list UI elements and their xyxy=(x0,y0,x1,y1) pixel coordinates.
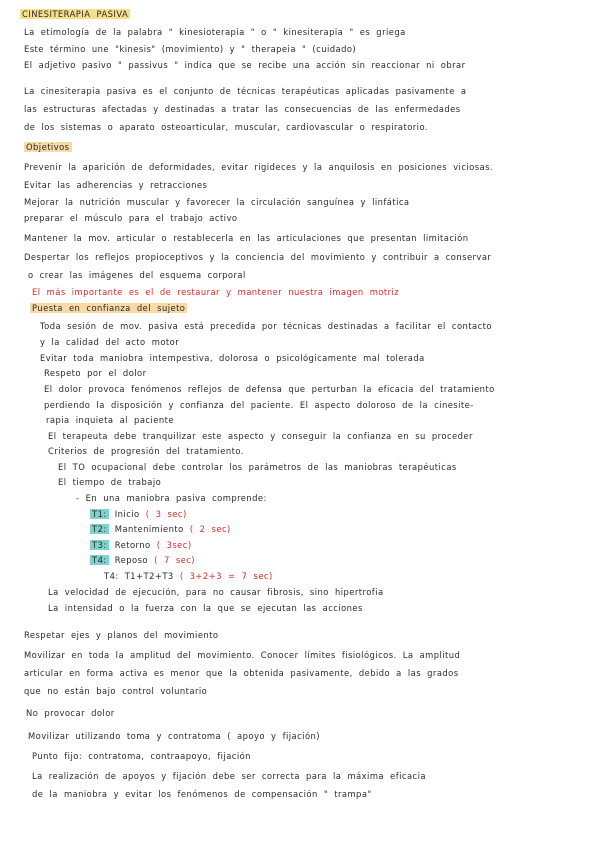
objective-item: o crear las imágenes del esquema corporal xyxy=(28,270,246,280)
phase-tag: T4: xyxy=(92,555,107,565)
objective-item: preparar el músculo para el trabajo activo xyxy=(24,213,238,223)
objective-item: Mejorar la nutrición muscular y favorecer la circulación sanguínea y linfática xyxy=(24,197,410,207)
phase-value: ( 3 sec) xyxy=(145,509,187,519)
phase-value: ( 3sec) xyxy=(156,540,192,550)
velocity-item: La velocidad de ejecución, para no causar fibrosis, sino hipertrofia xyxy=(48,587,384,597)
closing-item: de la maniobra y evitar los fenómenos de compensación " trampa" xyxy=(32,789,372,799)
title-line xyxy=(20,9,130,20)
phase-formula xyxy=(104,571,273,582)
phase-row xyxy=(90,555,195,566)
trust-item: perdiendo la disposición y confianza del paciente. El aspecto doloroso de la cinesite- xyxy=(44,400,474,410)
closing-item: No provocar dolor xyxy=(26,708,115,718)
phase-row xyxy=(90,540,192,551)
intro-line: Este término une "kinesis" (movimiento) y " therapeia " (cuidado) xyxy=(24,44,357,54)
intro-line: de los sistemas o aparato osteoarticular, muscular, cardiovascular o respiratorio. xyxy=(24,122,428,132)
closing-item: La realización de apoyos y fijación debe ser correcta para la máxima eficacia xyxy=(32,771,426,781)
trust-heading-line xyxy=(30,303,187,314)
objective-item: Mantener la mov. articular o restablecerla en las articulaciones que presentan limitación xyxy=(24,233,469,243)
closing-item: Movilizar utilizando toma y contratoma ( apoyo y fijación) xyxy=(28,731,320,741)
phase-label: Reposo xyxy=(114,555,148,565)
trust-item: y la calidad del acto motor xyxy=(40,337,180,347)
phase-row xyxy=(90,509,187,520)
objectives-heading-line xyxy=(24,142,72,153)
trust-item: Toda sesión de mov. pasiva está precedida por técnicas destinadas a facilitar el contacto xyxy=(40,321,492,331)
intro-line: La cinesiterapia pasiva es el conjunto de técnicas terapéuticas aplicadas pasivamente a xyxy=(24,86,467,96)
phase-label: Retorno xyxy=(114,540,151,550)
important-note: El más importante es el de restaurar y mantener nuestra imagen motriz xyxy=(32,287,400,297)
velocity-item: La intensidad o la fuerza con la que se ejecutan las acciones xyxy=(48,603,363,613)
closing-item: Respetar ejes y planos del movimiento xyxy=(24,630,219,640)
formula-value: ( 3+2+3 = 7 sec) xyxy=(179,571,273,581)
trust-item: Respeto por el dolor xyxy=(44,368,147,378)
phase-tag: T3: xyxy=(92,540,107,550)
trust-item: Criterios de progresión del tratamiento. xyxy=(48,446,244,456)
phase-tag: T2: xyxy=(92,524,107,534)
objective-item: Despertar los reflejos propioceptivos y la conciencia del movimiento y contribuir a conservar xyxy=(24,252,492,262)
closing-item: Punto fijo: contratoma, contraapoyo, fijación xyxy=(32,751,251,761)
trust-heading: Puesta en confianza del sujeto xyxy=(32,303,186,313)
phase-value: ( 7 sec) xyxy=(154,555,196,565)
formula-prefix: T4: T1+T2+T3 xyxy=(104,571,174,581)
objectives-heading: Objetivos xyxy=(26,142,70,152)
phase-label: Mantenimiento xyxy=(114,524,184,534)
intro-line: La etimología de la palabra " kinesioterapia " o " kinesiterapia " es griega xyxy=(24,27,406,37)
trust-item: El tiempo de trabajo xyxy=(58,477,162,487)
trust-item: El terapeuta debe tranquilizar este aspecto y conseguir la confianza en su proceder xyxy=(48,431,473,441)
phase-value: ( 2 sec) xyxy=(189,524,231,534)
trust-item: El TO ocupacional debe controlar los parámetros de las maniobras terapéuticas xyxy=(58,462,457,472)
closing-item: que no están bajo control voluntario xyxy=(24,686,208,696)
intro-line: las estructuras afectadas y destinadas a tratar las consecuencias de las enfermedades xyxy=(24,104,461,114)
phase-tag: T1: xyxy=(92,509,107,519)
trust-item: - En una maniobra pasiva comprende: xyxy=(76,493,267,503)
closing-item: Movilizar en toda la amplitud del movimiento. Conocer límites fisiológicos. La amplitud xyxy=(24,650,461,660)
trust-item: rapia inquieta al paciente xyxy=(46,415,174,425)
trust-item: Evitar toda maniobra intempestiva, dolorosa o psicológicamente mal tolerada xyxy=(40,353,425,363)
phase-row xyxy=(90,524,231,535)
intro-line: El adjetivo pasivo " passivus " indica que se recibe una acción sin reaccionar ni obrar xyxy=(24,60,466,70)
page-title: CINESITERAPIA PASIVA xyxy=(22,9,129,19)
objective-item: Prevenir la aparición de deformidades, evitar rigideces y la anquilosis en posiciones viciosas. xyxy=(24,162,494,172)
objective-item: Evitar las adherencias y retracciones xyxy=(24,180,208,190)
closing-item: articular en forma activa es menor que la obtenida pasivamente, debido a las grados xyxy=(24,668,459,678)
phase-label: Inicio xyxy=(114,509,140,519)
trust-item: El dolor provoca fenómenos reflejos de defensa que perturban la eficacia del tratamiento xyxy=(44,384,495,394)
